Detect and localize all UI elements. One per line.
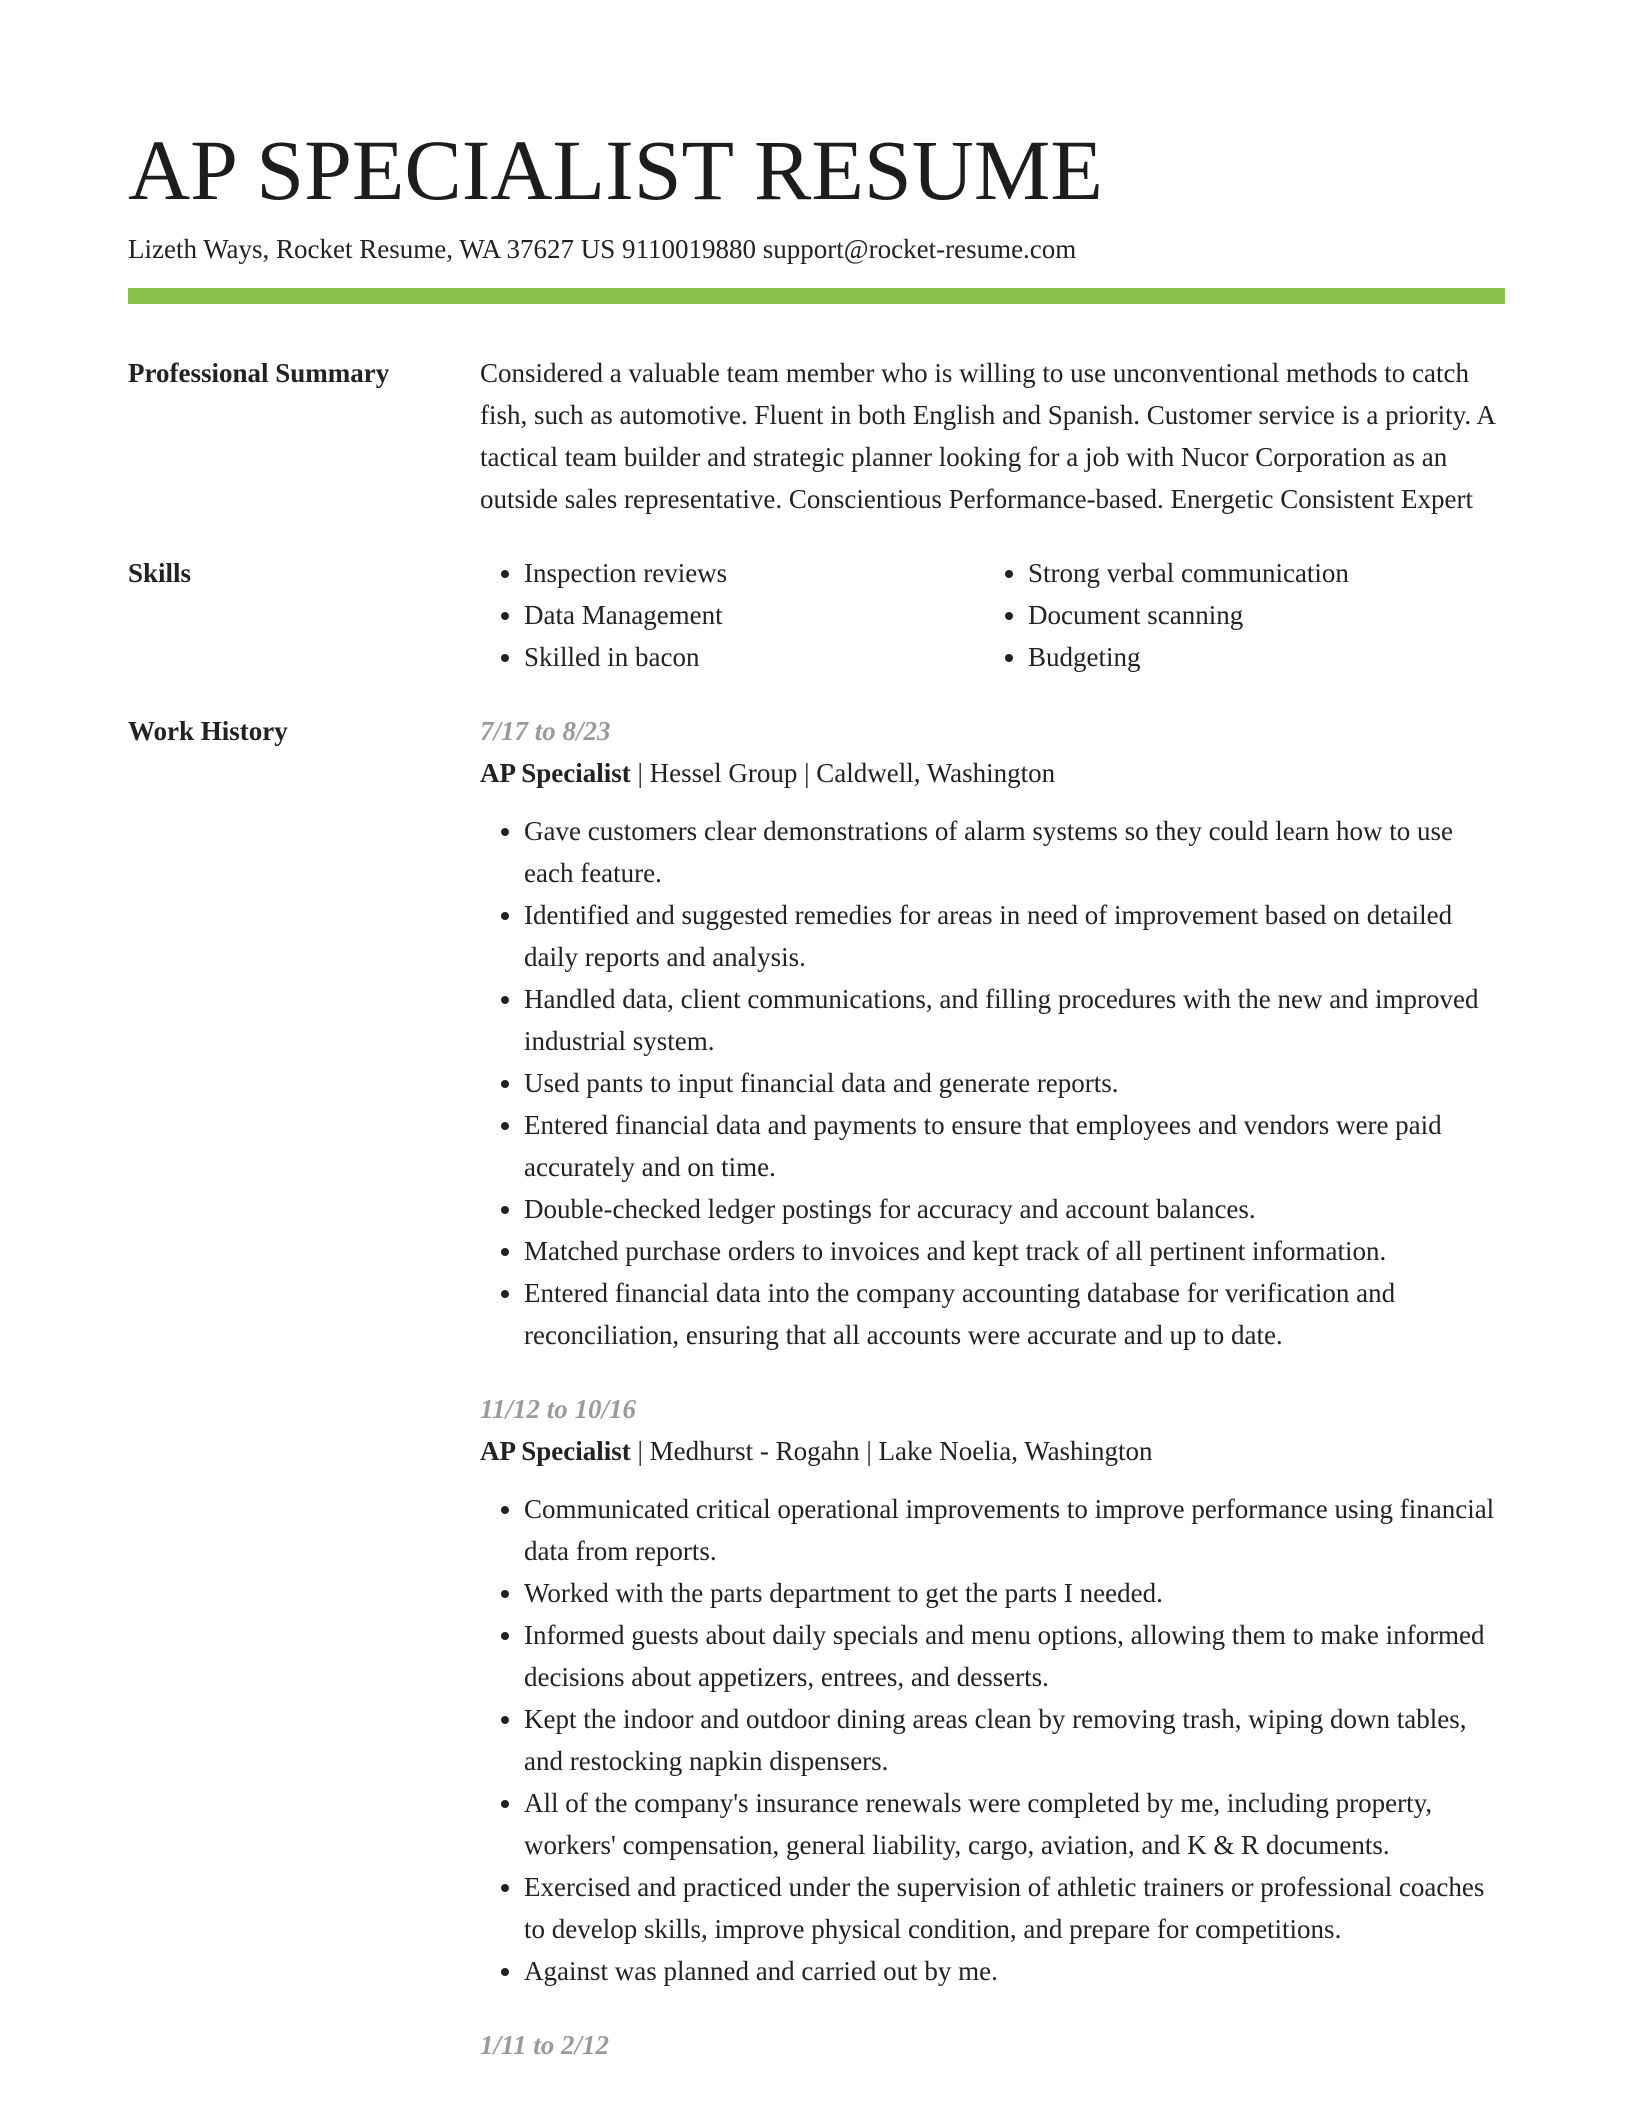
skill-item: • Strong verbal communication <box>1028 552 1504 594</box>
job-bullet: • Double-checked ledger postings for accuracy and account balances. <box>524 1188 1505 1230</box>
job-bullet: • Communicated critical operational improvements to improve performance using financial data from reports. <box>524 1488 1505 1572</box>
job-entry <box>480 1388 1505 1992</box>
skills-list <box>480 552 1505 678</box>
skills-section <box>128 552 1505 678</box>
skill-item: • Data Management <box>524 594 984 636</box>
job-bullets <box>480 810 1505 1356</box>
resume-page <box>128 120 1505 2066</box>
header-divider <box>128 288 1505 304</box>
job-title: AP Specialist <box>480 1436 631 1466</box>
skill-item: • Inspection reviews <box>524 552 984 594</box>
skills-column-2 <box>984 552 1504 678</box>
job-bullet: • Informed guests about daily specials and menu options, allowing them to make informed decisions about appetizers, entrees, and desserts. <box>524 1614 1505 1698</box>
job-bullet: • Gave customers clear demonstrations of alarm systems so they could learn how to use each feature. <box>524 810 1505 894</box>
section-label-summary: Professional Summary <box>128 358 390 388</box>
work-history-section <box>128 710 1505 2066</box>
job-heading <box>480 1430 1505 1472</box>
job-bullet: • Exercised and practiced under the supervision of athletic trainers or professional coaches to develop skills, improve physical condition, and prepare for competitions. <box>524 1866 1505 1950</box>
skill-item: • Document scanning <box>1028 594 1504 636</box>
skills-column-1 <box>480 552 984 678</box>
job-bullets <box>480 1488 1505 1992</box>
job-entry <box>480 2024 1505 2066</box>
job-bullet: • Entered financial data into the company accounting database for verification and reconciliation, ensuring that all accounts were accurate and up to date. <box>524 1272 1505 1356</box>
job-dates: 7/17 to 8/23 <box>480 716 611 746</box>
summary-text: Considered a valuable team member who is willing to use unconventional methods to catch fish, such as automotive. Fluent in both English and Spanish. Customer service is a priority. A tactical team builder and strategic planner looking for a job with Nucor Corporation as an outside sales representative. Conscientious Performance-based. Energetic Consistent Expert <box>480 358 1495 514</box>
skill-item: • Budgeting <box>1028 636 1504 678</box>
job-bullet: • Kept the indoor and outdoor dining areas clean by removing trash, wiping down tables, and restocking napkin dispensers. <box>524 1698 1505 1782</box>
section-label-skills: Skills <box>128 558 192 588</box>
work-history-list <box>480 710 1505 2066</box>
job-heading <box>480 752 1505 794</box>
job-bullet: • Handled data, client communications, and filling procedures with the new and improved industrial system. <box>524 978 1505 1062</box>
job-bullet: • Used pants to input financial data and generate reports. <box>524 1062 1505 1104</box>
job-bullet: • Identified and suggested remedies for areas in need of improvement based on detailed daily reports and analysis. <box>524 894 1505 978</box>
job-bullet: • All of the company's insurance renewals were completed by me, including property, workers' compensation, general liability, cargo, aviation, and K & R documents. <box>524 1782 1505 1866</box>
job-company-location: | Medhurst - Rogahn | Lake Noelia, Washington <box>630 1436 1153 1466</box>
job-bullet: • Worked with the parts department to get the parts I needed. <box>524 1572 1505 1614</box>
resume-title: AP SPECIALIST RESUME <box>128 122 1103 218</box>
section-label-work-history: Work History <box>128 716 288 746</box>
job-dates: 1/11 to 2/12 <box>480 2030 610 2060</box>
contact-line: Lizeth Ways, Rocket Resume, WA 37627 US 9110019880 support@rocket-resume.com <box>128 234 1077 264</box>
job-bullet: • Matched purchase orders to invoices and kept track of all pertinent information. <box>524 1230 1505 1272</box>
job-entry <box>480 710 1505 1356</box>
job-company-location: | Hessel Group | Caldwell, Washington <box>630 758 1056 788</box>
job-title: AP Specialist <box>480 758 631 788</box>
job-bullet: • Entered financial data and payments to ensure that employees and vendors were paid accurately and on time. <box>524 1104 1505 1188</box>
job-bullet: • Against was planned and carried out by me. <box>524 1950 1505 1992</box>
professional-summary-section <box>128 352 1505 520</box>
job-dates: 11/12 to 10/16 <box>480 1394 637 1424</box>
skill-item: • Skilled in bacon <box>524 636 984 678</box>
